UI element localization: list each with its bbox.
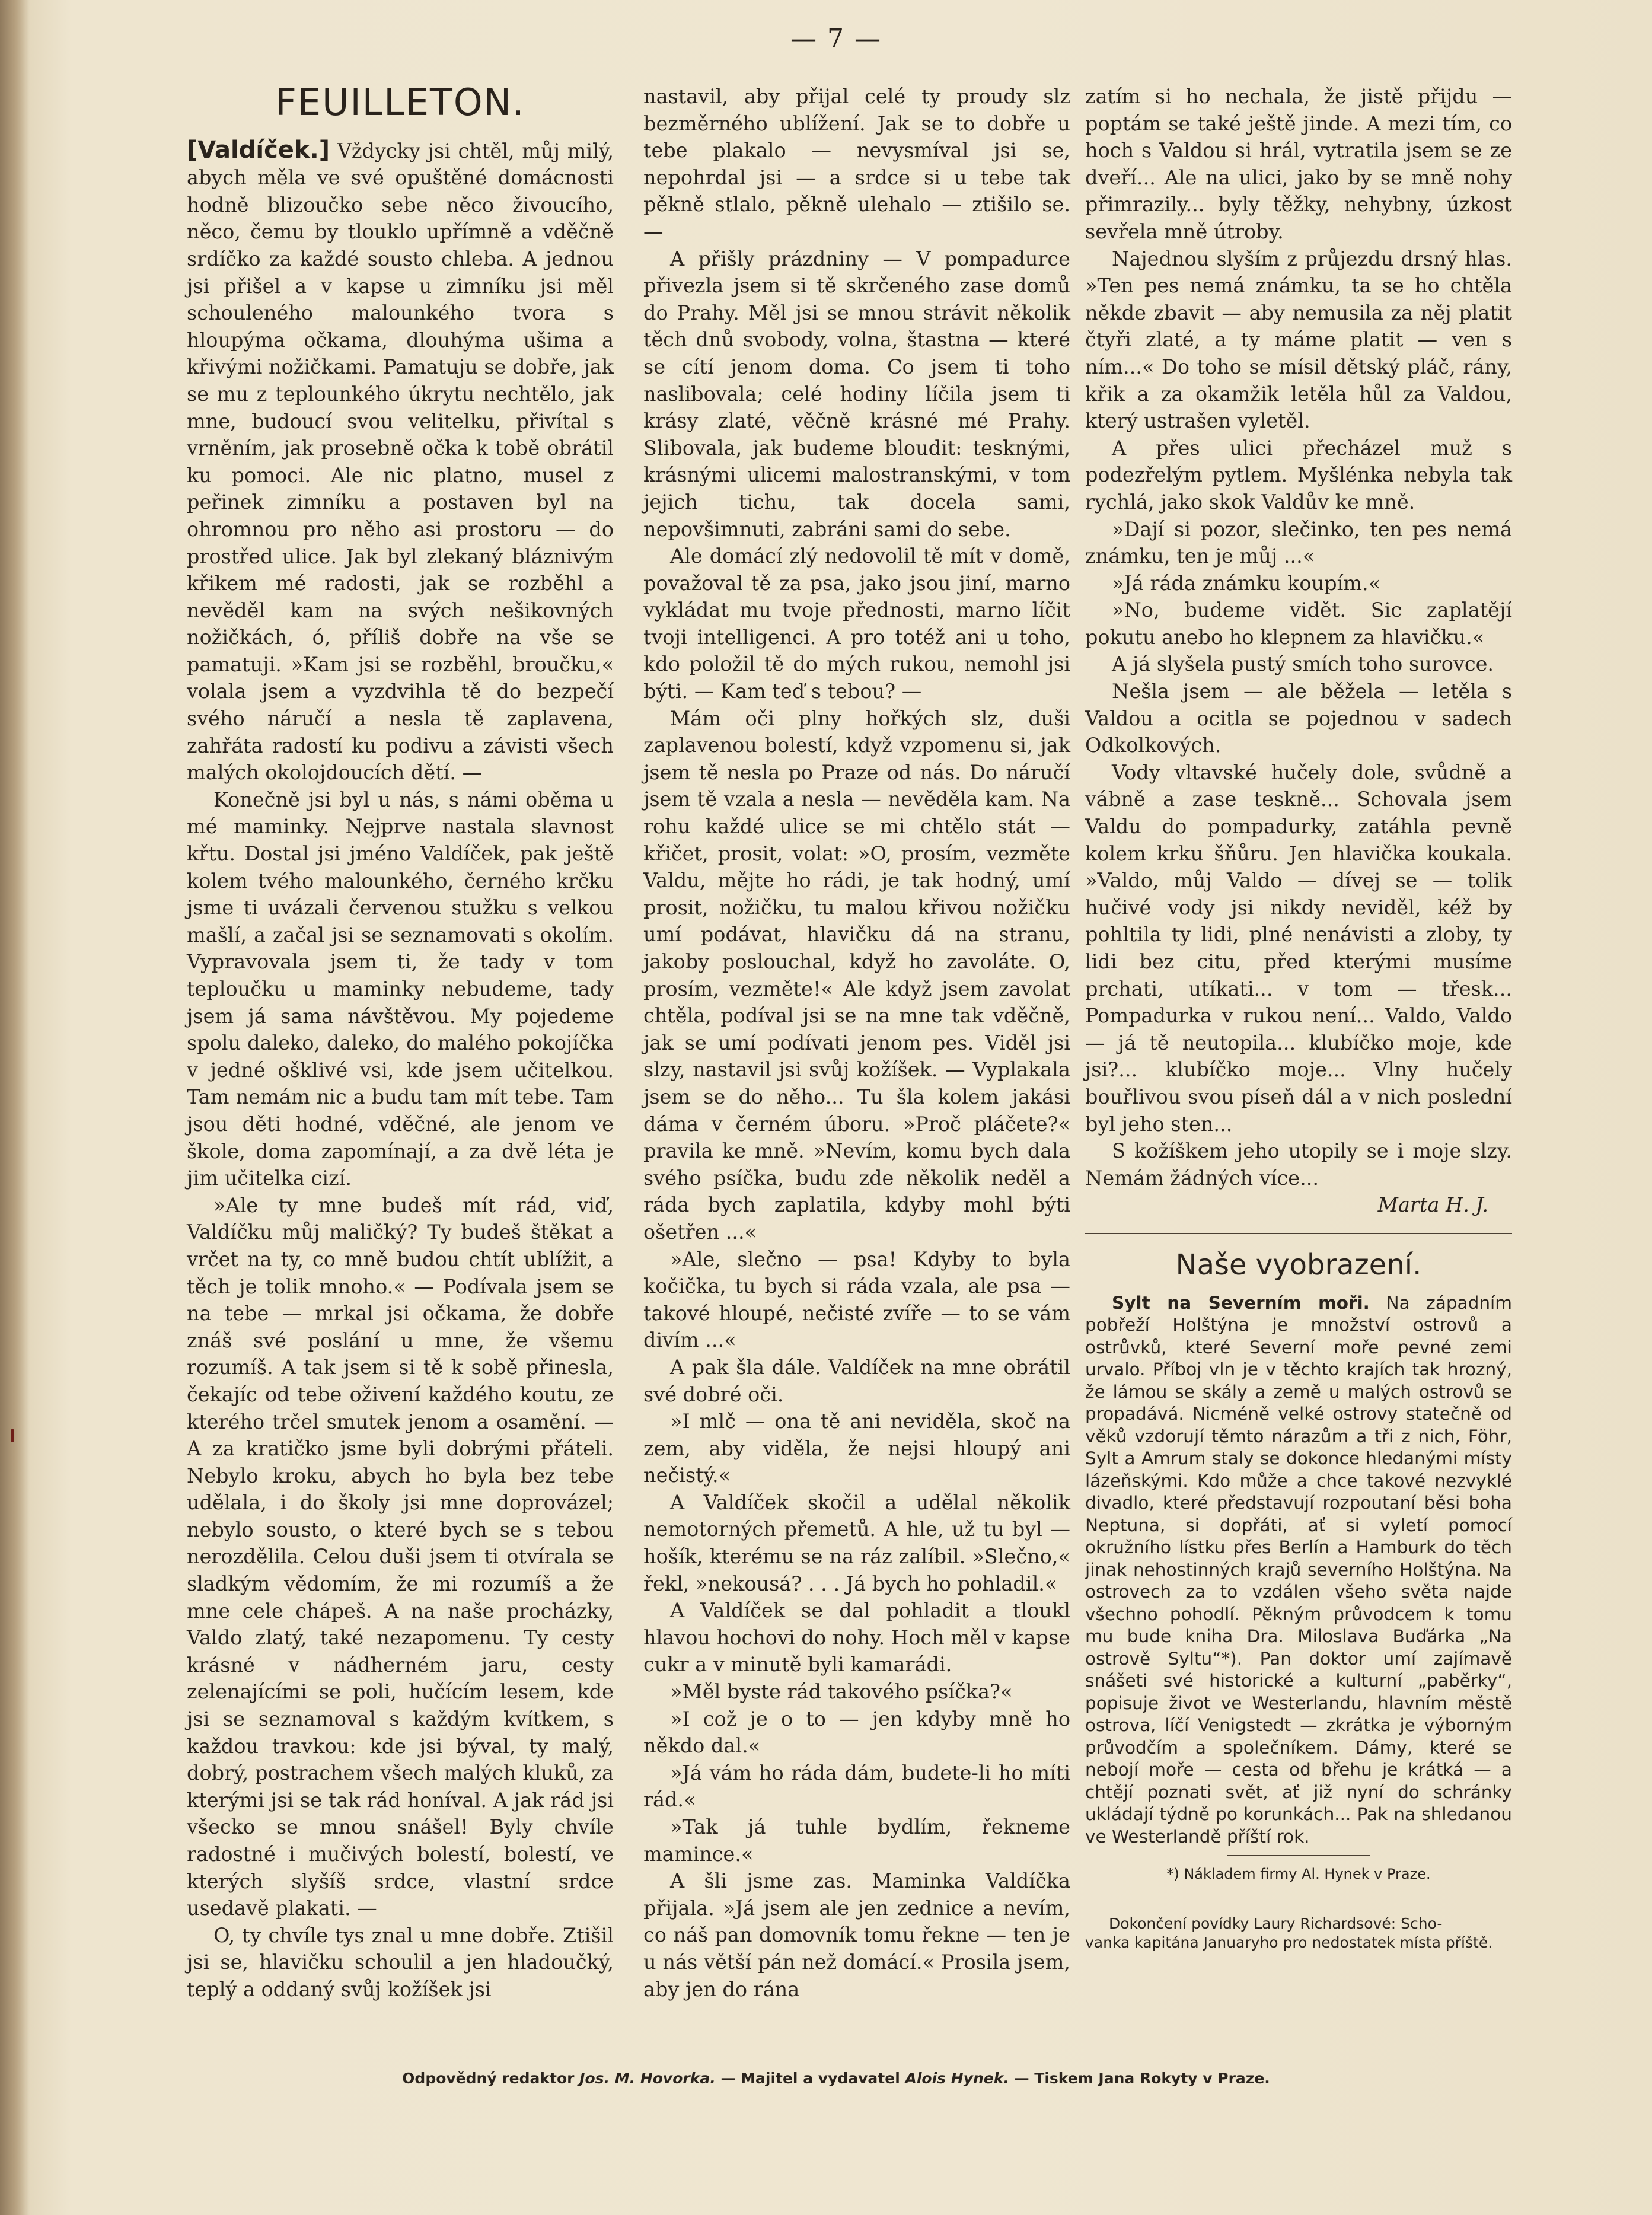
- paragraph: Vody vltavské hučely dole, svůdně a vábně a zase teskně... Schovala jsem Valdu do pompadurky, zatáhla pevně kolem krku šňůru. Jen hlavička koukala. »Valdo, můj Valdo — dívej se — tolik hučivé vody jsi nikdy neviděl, kéž by pohltila ty lidi, plné nenávisti a zloby, ty lidi bez citu, před kterými musíme prchati, utíkati... v tom — třesk... Pompadurka v rukou není... Valdo, Valdo — já tě neutopila... klubíčko moje, kde jsi?... klubíčko moje... Vlny hučely bouřlivou svou píseň dál a v nich poslední byl jeho sten...: [1085, 760, 1512, 1136]
- paragraph: »Já vám ho ráda dám, budete-li ho míti rád.«: [643, 1761, 1070, 1812]
- story-title: [Valdíček.]: [187, 136, 330, 164]
- feuilleton-column-2: [643, 83, 1070, 2003]
- binding-edge: [0, 0, 30, 2215]
- feuilleton-column-3: [1085, 83, 1512, 1952]
- paragraph: »Ale ty mne budeš mít rád, viď, Valdíčku můj maličký? Ty budeš štěkat a vrčet na ty, co mně budou chtít ublížit, a těch je tolik mnoho.« — Podívala jsem se na tebe — mrkal jsi očkama, že dobře znáš své poslání u mne, že všemu rozumíš. A tak jsem si tě k sobě přinesla, čekajíc od tebe oživení každého koutu, ze kterého trčel smutek jenom a osamění. — A za kratičko jsme byli dobrými přáteli. Nebylo kroku, abych ho byla bez tebe udělala, i do školy jsi mne doprovázel; nebylo sousto, o které bych se s tebou nerozdělila. Celou duši jsem ti otvírala se sladkým vědomím, že mi rozumíš a že mne cele chápeš. A na naše procházky, Valdo zlatý, také nezapomenu. Ty cesty krásné v nádherném jaru, cesty zelenajícími se poli, hučícím lesem, kde jsi se seznamoval s každým kvítkem, s každou travkou: kde jsi býval, ty malý, dobrý, postrachem všech malých kluků, za kterými jsi se tak rád honíval. A jak rád jsi všecko se mnou snášel! Byly chvíle radostné i mučivých bolestí, bolestí, ve kterých slyšíš srdce, vlastní srdce usedavě plakati. —: [187, 1193, 614, 1920]
- notice-line: vanka kapitána Januaryho pro nedostatek místa příště.: [1085, 1933, 1493, 1951]
- footer-publisher: Alois Hynek.: [905, 2070, 1009, 2087]
- paragraph: S kožíškem jeho utopily se i moje slzy. Nemám žádných více...: [1085, 1139, 1512, 1190]
- binding-mark: [11, 1429, 14, 1442]
- paragraph: zatím si ho nechala, že jistě přijdu — poptám se také ještě jinde. A mezi tím, co hoch s Valdou si hrál, vytratila jsem se ze dveří... Ale na ulici, jako by se mně nohy přimrazily... byly těžky, nehybny, úzkost sevřela mně útroby.: [1085, 85, 1512, 243]
- paragraph: A pak šla dále. Valdíček na mne obrátil své dobré oči.: [643, 1355, 1070, 1406]
- paragraph: Mám oči plny hořkých slz, duši zaplavenou bolestí, když vzpomenu si, jak jsem tě nesla po Praze od nás. Do náručí jsem tě vzala a nesla — nevěděla kam. Na rohu každé ulice se mi chtělo stát — křičet, prosit, volat: »O, prosím, vezměte Valdu, mějte ho rádi, je tak hodný, umí prosit, nožičku, tu malou křivou nožičku umí podávat, hlavičku dá na stranu, jakoby poslouchal, když ho zavoláte. O, prosím, vezměte!« Ale když jsem zavolat chtěla, podíval jsi se na mne tak vděčně, jak se umí podívati jenom pes. Viděl jsi slzy, nastavil jsi svůj kožíšek. — Vyplakala jsem se do něho... Tu šla kolem jakási dáma v černém úboru. »Proč pláčete?« pravila ke mně. »Nevím, komu bych dala svého psíčka, budu zde několik neděl a ráda bych zaplatila, kdyby mohl býti ošetřen ...«: [643, 706, 1070, 1244]
- footer-suffix: — Tiskem Jana Rokyty v Praze.: [1014, 2070, 1270, 2087]
- footer-middle: — Majitel a vydavatel: [720, 2070, 900, 2087]
- paragraph: »I mlč — ona tě ani neviděla, skoč na zem, aby viděla, že nejsi hloupý ani nečistý.«: [643, 1410, 1070, 1487]
- paragraph: [187, 137, 614, 786]
- paragraph-text: Na západním pobřeží Holštýna je množství ostrovů a ostrůvků, které Severní moře pevné zemi urvalo. Příboj vln je v těchto krajích tak hrozný, že lámou se skály a země u malých ostrovů se propadává. Nicméně velké ostrovy statečně od věků vzdorují těmto nárazům a tři z nich, Föhr, Sylt a Amrum staly se dokonce hledanými místy lázeňskými. Kdo může a chce takové nezvyklé divadlo, které představují rozpoutaní běsi boha Neptuna, si dopřáti, ať si vyletí pomocí okružního lístku přes Berlín a Hamburk do těch jinak nehostinných krajů severního Holštýna. Na ostrovech za to vzdálen všeho světa najde všechno pohodlí. Pěkným průvodcem k tomu mu bude kniha Dra. Miloslava Buďárka „Na ostrově Syltu“*). Pan doktor umí zajímavě snášeti své historické a kulturní „paběrky“, popisuje život ve Westerlandu, hlavním městě ostrova, líčí Venigstedt — zkrátka je výborným průvodčím a společníkem. Dámy, které se nebojí moře — cesta od břehu je krátká — a chtějí poznati svět, ať již nyní do schránky ukládají týdně po korunkách... Pak na shledanou ve Westerlandě příští rok.: [1085, 1292, 1512, 1847]
- illustration-notes: [1085, 1292, 1512, 1849]
- footnote-divider: [1227, 1855, 1370, 1856]
- paragraph: nastavil, aby přijal celé ty proudy slz bezměrného ublížení. Jak se to dobře u tebe plakalo — nevysmíval jsi se, nepohrdal jsi — a srdce si u tebe tak pěkně stlalo, pěkně ulehalo — ztišilo se. —: [643, 85, 1070, 243]
- paragraph: A já slyšela pustý smích toho surovce.: [1112, 652, 1494, 676]
- paragraph: »Já ráda známku koupím.«: [1112, 571, 1381, 595]
- section-title: Naše vyobrazení.: [1175, 1248, 1422, 1282]
- article-heading: Sylt na Severním moři.: [1112, 1292, 1370, 1313]
- page-number: — 7 —: [790, 24, 882, 54]
- paragraph: Konečně jsi byl u nás, s námi oběma u mé maminky. Nejprve nastala slavnost křtu. Dostal jsi jméno Valdíček, pak ještě kolem tvého malounkého, černého krčku jsme ti uvázali červenou stužku s velkou mašlí, a začal jsi se seznamovati s okolím. Vypravovala jsem ti, že tady v tom teploučku u maminky nebudeme, tady jsem já sama návštěvou. My pojedeme spolu daleko, daleko, do malého pokojíčka v jedné ošklivé vsi, kde jsem učitelkou. Tam nemám nic a budu tam mít tebe. Tam jsou děti hodné, vděčné, ale jenom ve škole, doma zapomínají, a za dvě léta je jim učitelka cizí.: [187, 788, 614, 1190]
- paragraph: »Měl byste rád takového psíčka?«: [670, 1680, 1013, 1704]
- feuilleton-title: FEUILLETON.: [275, 81, 525, 124]
- footnote: *) Nákladem firmy Al. Hynek v Praze.: [1166, 1866, 1431, 1883]
- paragraph: A přišly prázdniny — V pompadurce přivezla jsem si tě skrčeného zase domů do Prahy. Měl jsi se mnou strávit několik těch dnů svobody, volna, štastna — které se cítí jenom doma. Co jsem ti toho naslibovala; celé hodiny líčila jsem ti krásy zlaté, věčně krásné mé Prahy. Slibovala, jak budeme bloudit: tesknými, krásnými ulicemi malostranskými, v tom jejich tichu, tak docela sami, nepovšimnuti, zabráni sami do sebe.: [643, 247, 1070, 541]
- editorial-notice: [1085, 1914, 1512, 1952]
- feuilleton-column-1: [187, 81, 614, 2003]
- paragraph: Ale domácí zlý nedovolil tě mít v domě, považoval tě za psa, jako jsou jiní, marno vykládat mu tvoje přednosti, marno líčit tvoji intelligenci. A pro totéž ani u toho, kdo položil tě do mých rukou, nemohl jsi býti. — Kam teď s tebou? —: [643, 544, 1070, 703]
- section-divider: [1085, 1232, 1512, 1236]
- paragraph: »Dají si pozor, slečinko, ten pes nemá známku, ten je můj ...«: [1085, 517, 1512, 568]
- paragraph: »I což je o to — jen kdyby mně ho někdo dal.«: [643, 1707, 1070, 1758]
- paragraph: Nešla jsem — ale běžela — letěla s Valdou a ocitla se pojednou v sadech Odkolkových.: [1085, 680, 1512, 757]
- paragraph: »Ale, slečno — psa! Kdyby to byla kočička, tu bych si ráda vzala, ale psa — takové hloupé, nečisté zvíře — to se vám divím ...«: [643, 1247, 1070, 1352]
- paragraph: A Valdíček skočil a udělal několik nemotorných přemetů. A hle, už tu byl — hošík, kterému se na ráz zalíbil. »Slečno,« řekl, »nekousá? . . . Já bych ho pohladil.«: [643, 1490, 1070, 1595]
- paragraph: Najednou slyším z průjezdu drsný hlas. »Ten pes nemá známku, ta se ho chtěla někde zbavit — aby nemusila za něj platit čtyři zlaté, a ty máme platit — ven s ním...« Do toho se mísil dětský pláč, rány, křik a za okamžik letěla hůl za Valdou, který ustrašen vyletěl.: [1085, 247, 1512, 433]
- footer-editor: Jos. M. Hovorka.: [579, 2070, 716, 2087]
- notice-line: Dokončení povídky Laury Richardsové: Scho-: [1109, 1914, 1443, 1932]
- paragraph: A šli jsme zas. Maminka Valdíčka přijala. »Já jsem ale jen zednice a nevím, co náš pan domovník tomu řekne — ten je u nás větší pán než domácí.« Prosila jsem, aby jen do rána: [643, 1869, 1070, 2001]
- paragraph: »Tak já tuhle bydlím, řekneme mamince.«: [643, 1815, 1070, 1866]
- paragraph: [1085, 1292, 1512, 1849]
- imprint-footer: [178, 2070, 1494, 2087]
- paragraph: »No, budeme vidět. Sic zaplatějí pokutu anebo ho klepnem za hlavičku.«: [1085, 598, 1512, 649]
- paragraph: O, ty chvíle tys znal u mne dobře. Ztišil jsi se, hlavičku schoulil a jen hladoučký, teplý a oddaný svůj kožíšek jsi: [187, 1923, 614, 2001]
- footer-prefix: Odpovědný redaktor: [402, 2070, 575, 2087]
- paragraph-text: Vždycky jsi chtěl, můj milý, abych měla ve své opuštěné domácnosti hodně blizoučko sebe něco živoucího, něco, čemu by tlouklo upřímně a vděčně srdíčko za každé sousto chleba. A jednou jsi přišel a v kapse u zimníku jsi měl schouleného malounkého tvora s hloupýma očkama, dlouhýma ušima a křivými nožičkami. Pamatuju se dobře, jak se mu z teplounkého úkrytu nechtělo, jak mne, budoucí svou velitelku, přivítal s vrněním, jak prosebně očka k tobě obrátil ku pomoci. Ale nic platno, musel z peřinek zimníku a postaven byl na ohromnou pro něho asi prostoru — do prostřed ulice. Jak byl zlekaný bláznivým křikem mé radosti, jak se rozběhl a nevěděl kam na svých nešikovných nožičkách, ó, příliš dobře na vše se pamatuji. »Kam jsi se rozběhl, broučku,« volala jsem a vyzdvihla tě do bezpečí svého náručí a nesla tě zaplavena, zahřáta radostí ku podivu a závisti všech malých okolojdoucích dětí. —: [187, 139, 614, 785]
- paragraph: A Valdíček se dal pohladit a tloukl hlavou hochovi do nohy. Hoch měl v kapse cukr a v minutě byli kamarádi.: [643, 1599, 1070, 1677]
- paragraph: A přes ulici přecházel muž s podezřelým pytlem. Myšlénka nebyla tak rychlá, jako skok Valdův ke mně.: [1085, 436, 1512, 514]
- author-signature: Marta H. J.: [1377, 1193, 1488, 1217]
